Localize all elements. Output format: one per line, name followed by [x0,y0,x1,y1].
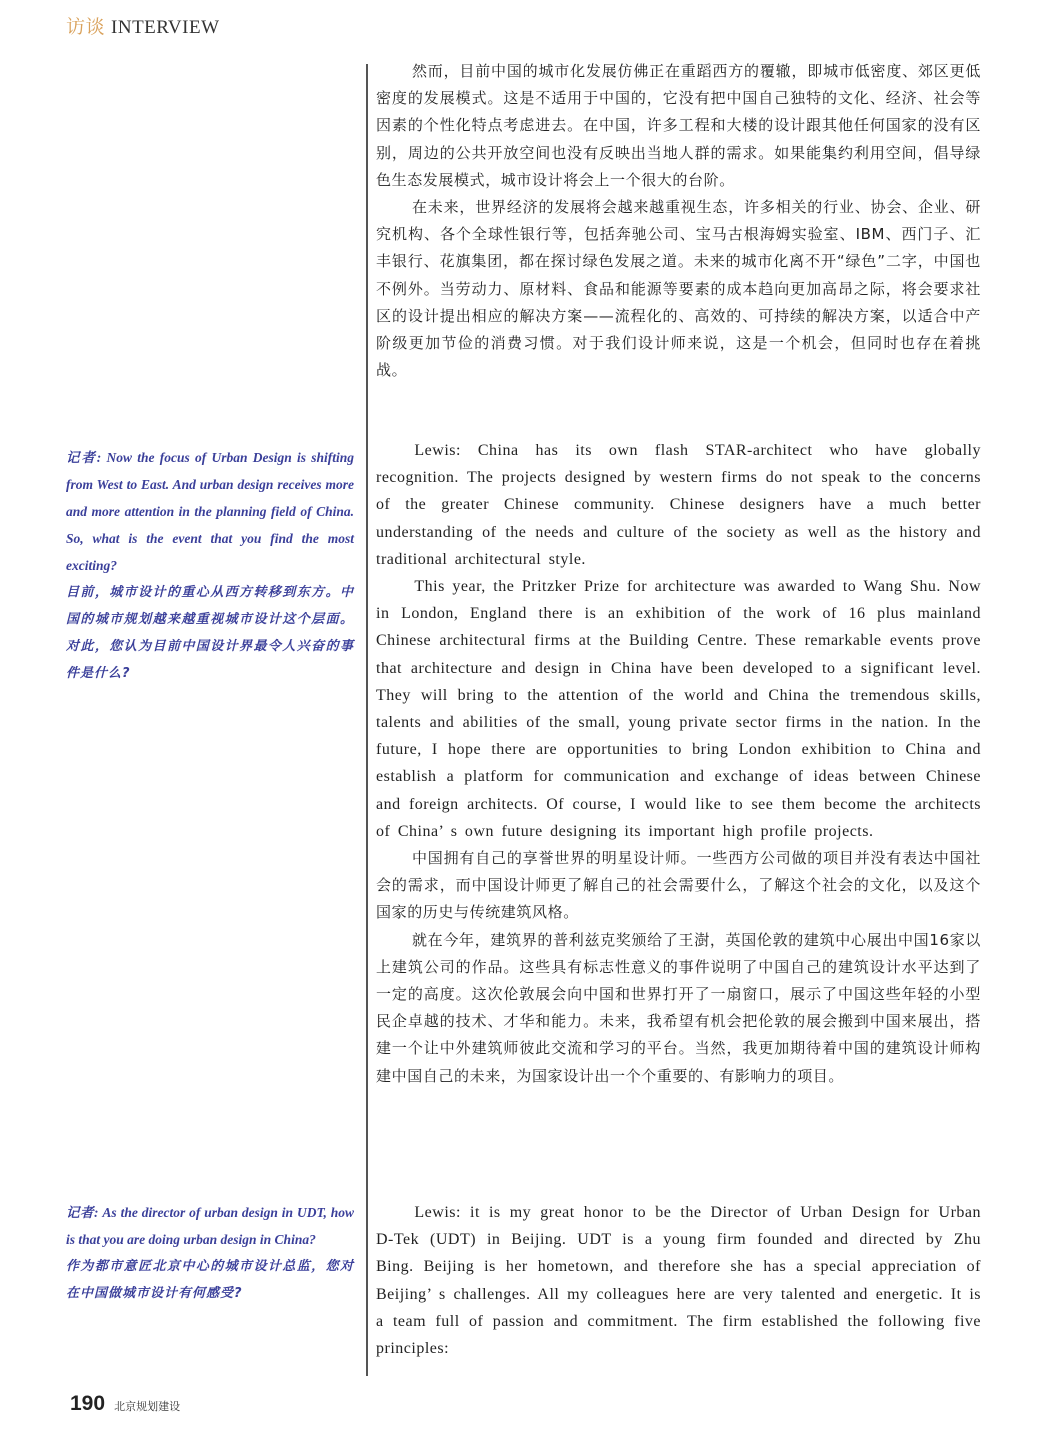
paragraph-en: Lewis: it is my great honor to be the Director of Urban Design for Urban D-Tek (UDT) in Beijing. UDT is a young firm founded and directed by Zhu Bing. Beijing is her hometown, and therefore she has a special appreciation of Beijing’ s challenges. All my colleagues here are very talented and energetic. It is a team full of passion and commitment. The firm established the following five principles: [376,1204,981,1358]
publication-name: 北京规划建设 [114,1400,181,1413]
sidebar-question-1 [66,444,354,687]
question-2-en: 记者: As the director of urban design in UDT, how is that you are doing urban design in China? [66,1205,354,1247]
main-block-1 [376,58,981,384]
paragraph: 中国拥有自己的享誉世界的明星设计师。一些西方公司做的项目并没有表达中国社会的需求，而中国设计师更了解自己的社会需要什么，了解这个社会的文化，以及这个国家的历史与传统建筑风格。 [376,849,981,922]
paragraph: 然而，目前中国的城市化发展仿佛正在重蹈西方的覆辙，即城市低密度、郊区更低密度的发展模式。这是不适用于中国的，它没有把中国自己独特的文化、经济、社会等因素的个性化特点考虑进去。在中国，许多工程和大楼的设计跟其他任何国家的没有区别，周边的公共开放空间也没有反映出当地人群的需求。如果能集约利用空间，倡导绿色生态发展模式，城市设计将会上一个很大的台阶。 [376,62,981,189]
section-label-cn: 访谈 [66,16,106,38]
main-block-2 [376,437,981,1090]
paragraph-en: Lewis: China has its own flash STAR-architect who have globally recognition. The projects designed by western firms do not speak to the concerns of the greater Chinese community. Chinese designers have a much better understanding of the needs and culture of the society as well as the history and traditional architectural style. [376,442,981,568]
column-divider [366,64,368,1376]
page-number: 190 [70,1392,106,1415]
sidebar-question-2 [66,1199,354,1307]
main-block-3 [376,1199,981,1362]
paragraph: 就在今年，建筑界的普利兹克奖颁给了王澍，英国伦敦的建筑中心展出中国16家以上建筑公司的作品。这些具有标志性意义的事件说明了中国自己的建筑设计水平达到了一定的高度。这次伦敦展会向中国和世界打开了一扇窗口，展示了中国这些年轻的小型民企卓越的技术、才华和能力。未来，我希望有机会把伦敦的展会搬到中国来展出，搭建一个让中外建筑师彼此交流和学习的平台。当然，我更加期待着中国的建筑设计师构建中国自己的未来，为国家设计出一个个重要的、有影响力的项目。 [376,930,981,1085]
question-2-zh: 作为都市意匠北京中心的城市设计总监，您对在中国做城市设计有何感受? [66,1259,354,1301]
page-footer [70,1392,180,1416]
question-1-en: 记者: Now the focus of Urban Design is shifting from West to East. And urban design receives more and more attention in the planning field of China. So, what is the event that you find the most exciting? [66,450,354,573]
section-label-en: INTERVIEW [111,17,220,38]
paragraph-en: This year, the Pritzker Prize for architecture was awarded to Wang Shu. Now in London, England there is an exhibition of the work of 16 plus mainland Chinese architectural firms at the Building Centre. These remarkable events prove that architecture and design in China have been developed to a significant level. They will bring to the attention of the world and China the tremendous skills, talents and abilities of the small, young private sector firms in the nation. In the future, I hope there are opportunities to bring London exhibition to China and establish a platform for communication and exchange of ideas between Chinese and foreign architects. Of course, I would like to see them become the architects of China’ s own future designing its important high profile projects. [376,578,981,840]
paragraph: 在未来，世界经济的发展将会越来越重视生态，许多相关的行业、协会、企业、研究机构、各个全球性银行等，包括奔驰公司、宝马古根海姆实验室、IBM、西门子、汇丰银行、花旗集团，都在探讨绿色发展之道。未来的城市化离不开“绿色”二字，中国也不例外。当劳动力、原材料、食品和能源等要素的成本趋向更加高昂之际，将会要求社区的设计提出相应的解决方案——流程化的、高效的、可持续的解决方案，以适合中产阶级更加节俭的消费习惯。对于我们设计师来说，这是一个机会，但同时也存在着挑战。 [376,198,981,380]
question-1-zh: 目前，城市设计的重心从西方转移到东方。中国的城市规划越来越重视城市设计这个层面。对此，您认为目前中国设计界最令人兴奋的事件是什么? [66,585,354,681]
section-header [66,12,220,39]
